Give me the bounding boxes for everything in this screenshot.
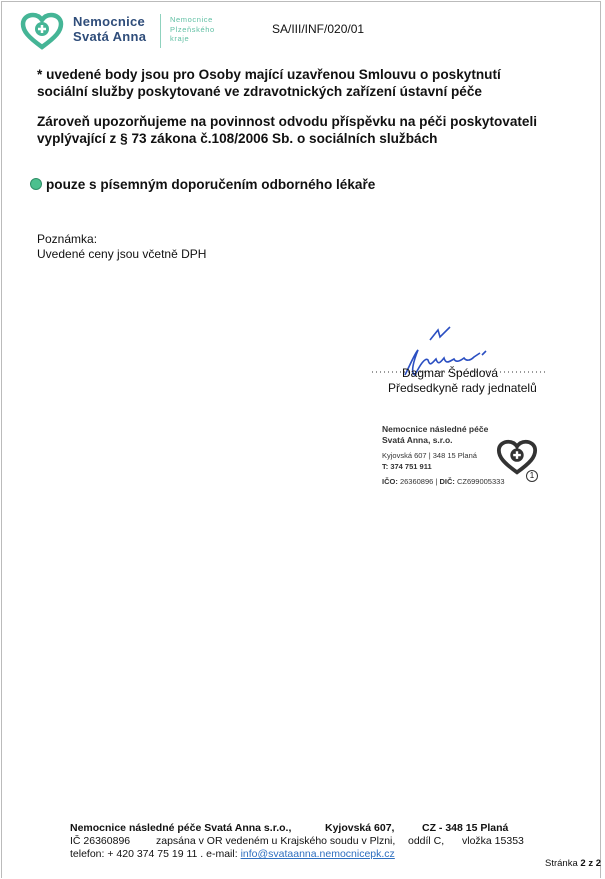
remark-text: Uvedené ceny jsou včetně DPH [37, 247, 207, 261]
page-number [545, 858, 601, 869]
company-stamp: Nemocnice následné péče Svatá Anna, s.r.o. Kyjovská 607 | 348 15 Planá T: 374 751 911 IČO: 26360896 | DIČ: CZ699005333 [382, 424, 505, 486]
ico-value: 26360896 [399, 477, 434, 486]
footer-email-link[interactable]: info@svataanna.nemocnicepk.cz [240, 848, 395, 860]
dic-value: CZ699005333 [456, 477, 505, 486]
footer-phone: telefon: + 420 374 75 19 11 . e-mail: [70, 848, 238, 860]
contribution-note [37, 113, 537, 147]
stamp-line1: Nemocnice následné péče [382, 424, 489, 434]
footer-line3 [70, 848, 395, 861]
remark-label: Poznámka: [37, 232, 98, 246]
page-of: z [588, 858, 594, 869]
bullet-text: pouze s písemným doporučením odborného lékaře [46, 177, 376, 192]
note1-line1: * uvedené body jsou pro Osoby mající uzavřenou Smlouvu o poskytnutí [37, 67, 501, 82]
green-bullet-icon [30, 178, 42, 190]
signatory-name: Dagmar Špédlová [402, 366, 499, 380]
stamp-phone: T: 374 751 911 [382, 462, 432, 471]
page-label: Stránka [545, 858, 578, 869]
note2-line1: Zároveň upozorňujeme na povinnost odvodu příspěvku na péči poskytovateli [37, 114, 538, 129]
stamp-address: Kyjovská 607 | 348 15 Planá [382, 451, 477, 460]
footer-company: Nemocnice následné péče Svatá Anna s.r.o., [70, 822, 292, 834]
logo-line2: Svatá Anna [73, 29, 147, 44]
stamp-line2: Svatá Anna, s.r.o. [382, 435, 453, 445]
dic-label: DIČ: [439, 477, 455, 486]
note1-line2: sociální služby poskytované ve zdravotnických zařízení ústavní péče [37, 84, 482, 99]
footer-registry: zapsána v OR vedeném u Krajského soudu v Plzni, [156, 835, 396, 847]
footer-ic: IČ 26360896 [70, 835, 131, 847]
logo-divider [160, 14, 161, 48]
heart-cross-logo-icon [20, 12, 64, 50]
footer-street: Kyjovská 607, [325, 822, 395, 834]
sub-line3: kraje [170, 34, 190, 43]
footer-insert: vložka 15353 [462, 835, 524, 847]
ico-label: IČO: [382, 477, 398, 486]
logo-text [73, 14, 146, 44]
footer-line1 [70, 822, 509, 835]
note2-line2: vyplývající z § 73 zákona č.108/2006 Sb. o sociálních službách [37, 131, 438, 146]
logo-subtitle [170, 15, 215, 44]
sub-line2: Plzeňského [170, 24, 215, 34]
stamp-number: 1 [526, 470, 538, 482]
page-current: 2 [580, 858, 586, 869]
logo-line1: Nemocnice [73, 14, 146, 29]
contract-note [37, 66, 501, 100]
sub-line1: Nemocnice [170, 15, 213, 24]
footer-section: oddíl C, [408, 835, 445, 847]
footer-line2 [70, 835, 540, 848]
signatory-role: Předsedkyně rady jednatelů [388, 381, 537, 395]
footer-city: CZ - 348 15 Planá [422, 822, 509, 834]
document-id: SA/III/INF/020/01 [272, 22, 365, 36]
page-total: 2 [595, 858, 602, 869]
